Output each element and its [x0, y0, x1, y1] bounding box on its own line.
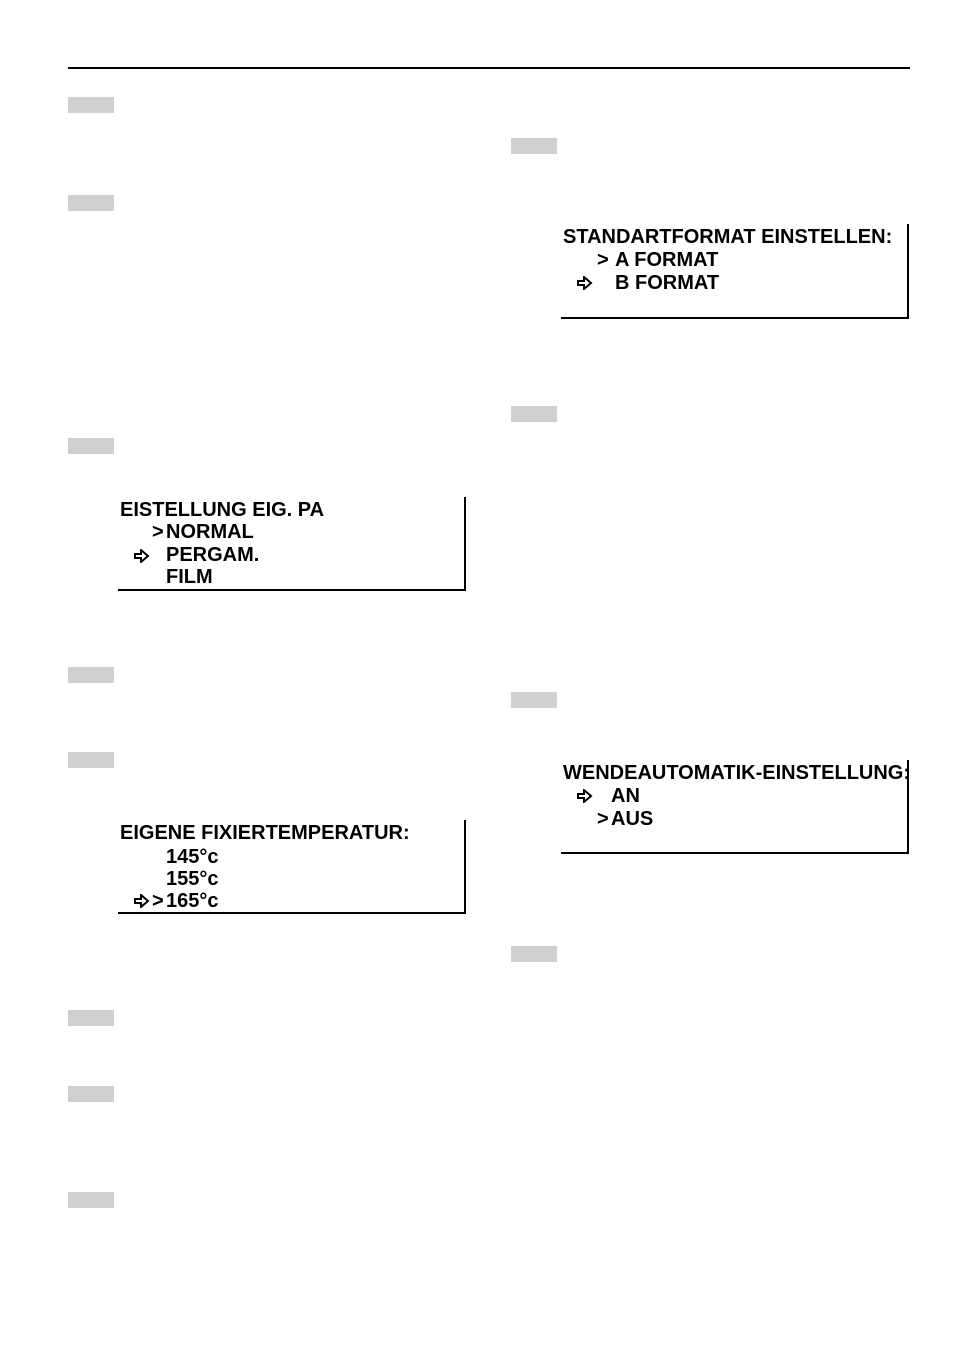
option-155: 155°c	[166, 868, 219, 890]
display-title: STANDARTFORMAT EINSTELLEN:	[563, 226, 893, 248]
option-aus: AUS	[611, 808, 654, 830]
step-marker	[68, 97, 114, 113]
step-marker	[511, 692, 557, 708]
selection-arrow-icon	[577, 789, 593, 803]
selection-arrow-icon	[577, 276, 593, 290]
option-an: AN	[611, 785, 640, 807]
fuser-temperature-display	[118, 820, 466, 914]
selection-arrow-icon	[134, 894, 150, 908]
option-pergam: PERGAM.	[166, 544, 260, 566]
option-165: 165°c	[166, 890, 219, 912]
step-marker	[511, 406, 557, 422]
option-normal: NORMAL	[166, 521, 254, 543]
option-film: FILM	[166, 566, 213, 588]
display-title: EIGENE FIXIERTEMPERATUR:	[120, 822, 410, 844]
step-marker	[68, 195, 114, 211]
cursor-chevron-icon: >	[597, 249, 609, 271]
option-a-format: A FORMAT	[615, 249, 719, 271]
step-marker	[68, 752, 114, 768]
step-marker	[68, 1010, 114, 1026]
step-marker	[68, 1086, 114, 1102]
header-rule	[68, 67, 910, 69]
display-title: EISTELLUNG EIG. PA	[120, 499, 325, 521]
step-marker	[511, 946, 557, 962]
cursor-chevron-icon: >	[152, 890, 164, 912]
cursor-chevron-icon: >	[597, 808, 609, 830]
step-marker	[68, 667, 114, 683]
selection-arrow-icon	[134, 549, 150, 563]
step-marker	[511, 138, 557, 154]
option-145: 145°c	[166, 846, 219, 868]
option-b-format: B FORMAT	[615, 272, 720, 294]
standard-format-display	[561, 224, 909, 319]
step-marker	[68, 1192, 114, 1208]
step-marker	[68, 438, 114, 454]
paper-type-display	[118, 497, 466, 591]
cursor-chevron-icon: >	[152, 521, 164, 543]
display-title: WENDEAUTOMATIK-EINSTELLUNG:	[563, 762, 911, 784]
auto-duplex-display	[561, 760, 909, 854]
